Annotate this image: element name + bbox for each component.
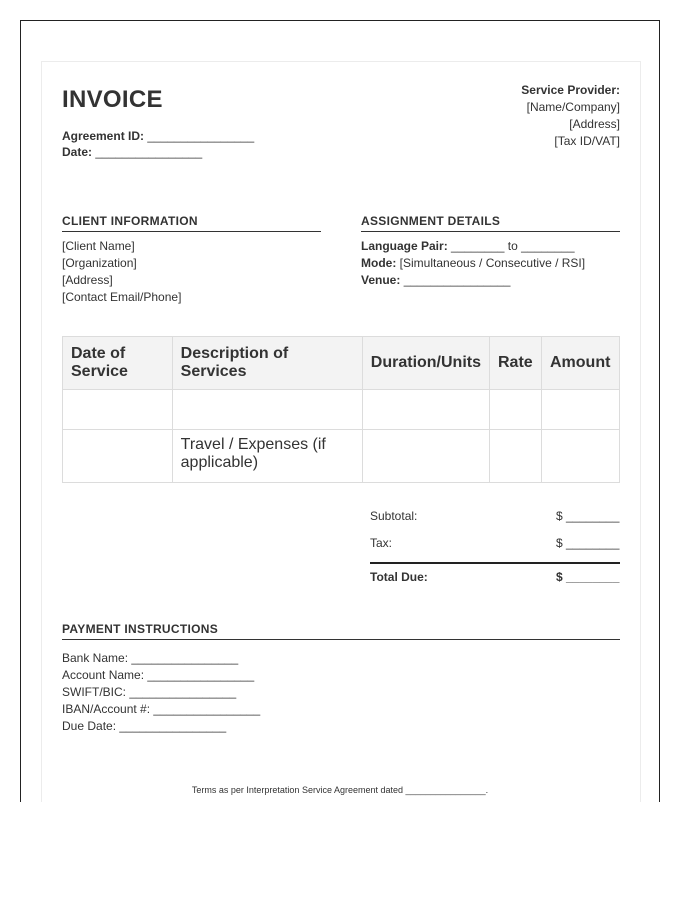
table-cell: [490, 430, 542, 483]
client-organization: [Organization]: [62, 256, 137, 270]
total-due-value: $ ________: [556, 570, 620, 584]
assignment-details-heading: ASSIGNMENT DETAILS: [361, 214, 620, 232]
column-header-duration: Duration/Units: [362, 337, 489, 390]
table-cell-travel-expenses: Travel / Expenses (if applicable): [172, 430, 362, 483]
mode-line: [361, 255, 585, 272]
date-value: ________________: [95, 145, 203, 159]
payment-instructions-heading: PAYMENT INSTRUCTIONS: [62, 622, 620, 640]
totals-divider: [370, 562, 620, 564]
table-cell: [172, 390, 362, 430]
services-table: [62, 336, 620, 483]
language-pair-line: [361, 238, 585, 255]
service-provider-tax: [Tax ID/VAT]: [554, 134, 620, 148]
client-info-heading: CLIENT INFORMATION: [62, 214, 321, 232]
table-row: [63, 390, 620, 430]
invoice-title: INVOICE: [62, 86, 163, 113]
column-header-rate: Rate: [490, 337, 542, 390]
subtotal-value: $ ________: [556, 509, 620, 523]
table-cell: [362, 390, 489, 430]
date-label: Date:: [62, 145, 93, 159]
mode-value: [Simultaneous / Consecutive / RSI]: [399, 256, 586, 270]
payment-instructions-block: [62, 650, 260, 735]
subtotal-label: Subtotal:: [370, 509, 418, 523]
column-header-amount: Amount: [541, 337, 619, 390]
assignment-details-block: [361, 238, 585, 289]
client-contact: [Contact Email/Phone]: [62, 290, 182, 304]
language-pair-label: Language Pair:: [361, 239, 448, 253]
date-line: [62, 145, 202, 159]
agreement-id-label: Agreement ID:: [62, 129, 145, 143]
table-cell: [362, 430, 489, 483]
table-cell: [63, 390, 173, 430]
table-cell: [541, 430, 619, 483]
table-header-row: [63, 337, 620, 390]
venue-label: Venue:: [361, 273, 401, 287]
service-provider-label: Service Provider:: [521, 83, 620, 97]
tax-label: Tax:: [370, 536, 393, 550]
client-info-block: [62, 238, 181, 306]
service-provider-name: [Name/Company]: [526, 100, 620, 114]
table-cell: [63, 430, 173, 483]
column-header-date: Date of Service: [63, 337, 173, 390]
venue-line: [361, 272, 585, 289]
due-date-line: Due Date: ________________: [62, 719, 227, 733]
terms-footer: Terms as per Interpretation Service Agreement dated ________________.: [191, 785, 489, 795]
client-name: [Client Name]: [62, 239, 135, 253]
client-address: [Address]: [62, 273, 113, 287]
table-cell: [490, 390, 542, 430]
swift-bic-line: SWIFT/BIC: ________________: [62, 685, 237, 699]
table-cell: [541, 390, 619, 430]
table-row: [63, 430, 620, 483]
iban-account-line: IBAN/Account #: ________________: [62, 702, 261, 716]
bank-name-line: Bank Name: ________________: [62, 651, 239, 665]
service-provider-address: [Address]: [569, 117, 620, 131]
total-due-label: Total Due:: [370, 570, 428, 584]
mode-label: Mode:: [361, 256, 397, 270]
tax-value: $ ________: [556, 536, 620, 550]
agreement-id-line: [62, 129, 254, 143]
language-pair-value: ________ to ________: [451, 239, 575, 253]
service-provider-block: [521, 82, 620, 150]
column-header-description: Description of Services: [172, 337, 362, 390]
venue-value: ________________: [403, 273, 511, 287]
agreement-id-value: ________________: [147, 129, 255, 143]
account-name-line: Account Name: ________________: [62, 668, 255, 682]
